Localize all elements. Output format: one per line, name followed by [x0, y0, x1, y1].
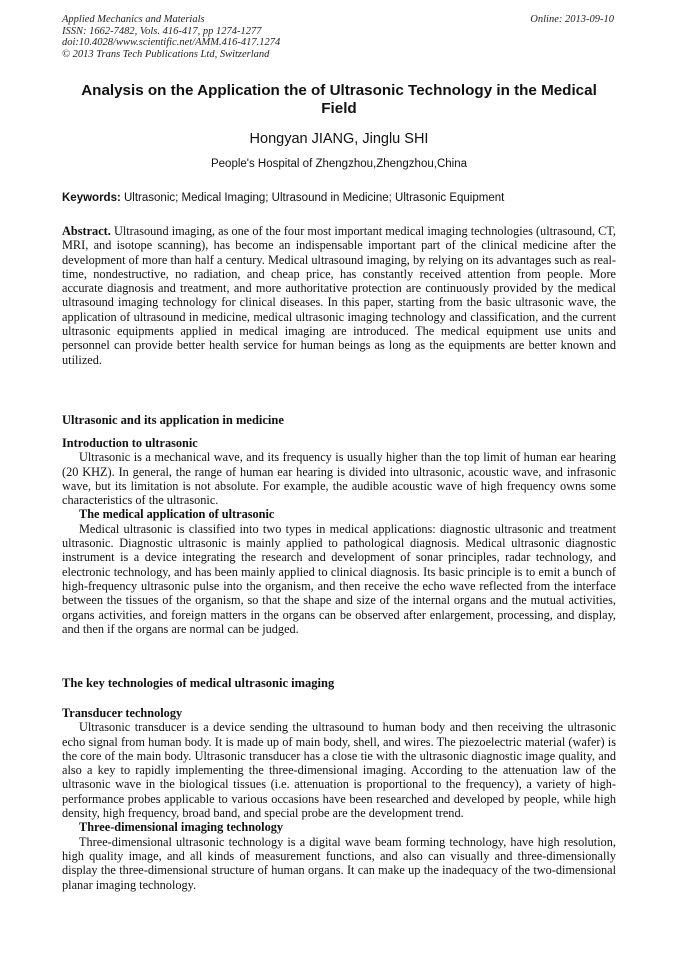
- abstract-text: Ultrasound imaging, as one of the four most important medical imaging technologies (ultrasound, CT, MRI, and isotope scanning), has become an indispensable important part of the clinical medicine after the development of more than half a century. Medical ultrasound imaging, by relying on its advantages such as real-time, nondestructive, no radiation, and cheap price, has constantly received attention from people. More accurate diagnosis and treatment, and more authoritative protection are continuously provided by the medical ultrasound imaging technology for clinical diseases. In this paper, starting from the basic ultrasonic wave, the application of ultrasound in medicine, medical ultrasonic imaging technology and classification, and the current ultrasonic equipments applied in medical imaging are introduced. The medical equipment use units and personnel can provide better health service for human beings as long as the equipments are better known and utilized.: [62, 224, 617, 367]
- keywords-text: Ultrasonic; Medical Imaging; Ultrasound in Medicine; Ultrasonic Equipment: [124, 192, 505, 204]
- paper-title: Analysis on the Application the of Ultrasonic Technology in the Medical Field: [81, 82, 597, 117]
- keywords-line: [62, 191, 616, 205]
- subsection-heading: The medical application of ultrasonic: [79, 507, 275, 522]
- section-heading: The key technologies of medical ultrasonic imaging: [62, 676, 335, 690]
- body-paragraph: Medical ultrasonic is classified into two types in medical applications: diagnostic ultrasonic and treatment ultrasonic. Diagnostic ultrasonic is mainly applied to pathological diagnosis. Medical ultrasonic diagnostic instrument is a device integrating the research and development of sonar principles, radar technology, and electronic technology, and has been mainly applied to clinical diagnosis. Its basic principle is to emit a bunch of high-frequency ultrasonic pulse into the organism, and then receive the echo wave reflected from the interface between the tissues of the organism, so that the shape and size of the internal organs and the mutual activities, organs activities, and foreign matters in the organs can be observed after enlargement, processing, and display, and then if the organs are normal can be judged.: [62, 521, 616, 636]
- section-body: [62, 436, 616, 636]
- subsection-heading: Introduction to ultrasonic: [62, 436, 198, 450]
- online-date: Online: 2013-09-10: [530, 14, 614, 25]
- journal-header: [62, 14, 280, 60]
- journal-name: Applied Mechanics and Materials: [62, 14, 205, 25]
- section-heading: Ultrasonic and its application in medicine: [62, 413, 284, 427]
- body-paragraph: Three-dimensional ultrasonic technology is a digital wave beam forming technology, have high resolution, high quality image, and all kinds of measurement functions, and also can visually and three-dimensionally display the three-dimensional structure of human organs. It can make up the inadequacy of the two-dimensional planar imaging technology.: [62, 834, 616, 892]
- paper-authors: Hongyan JIANG, Jinglu SHI: [249, 131, 429, 147]
- doi-line: doi:10.4028/www.scientific.net/AMM.416-417.1274: [62, 37, 281, 49]
- body-paragraph: Ultrasonic is a mechanical wave, and its frequency is usually higher than the top limit of human ear hearing (20 KHZ). In general, the range of human ear hearing is divided into ultrasonic, acoustic wave, and infrasonic wave, but its limitation is not absolute. For example, the audible acoustic wave of high frequency owns some characteristics of the ultrasonic.: [62, 450, 616, 508]
- copyright-line: © 2013 Trans Tech Publications Ltd, Switzerland: [62, 48, 270, 60]
- abstract: [62, 224, 616, 367]
- paper-affiliation: People's Hospital of Zhengzhou,Zhengzhou,China: [210, 158, 467, 170]
- section-body: [62, 706, 616, 892]
- issn-line: ISSN: 1662-7482, Vols. 416-417, pp 1274-1277: [62, 25, 262, 37]
- subsection-heading: Transducer technology: [62, 706, 183, 720]
- subsection-heading: Three-dimensional imaging technology: [79, 820, 284, 835]
- body-paragraph: Ultrasonic transducer is a device sending the ultrasound to human body and then receiving the ultrasonic echo signal from human body. It is made up of main body, shell, and wires. The piezoelectric material (wafer) is the core of the main body. Ultrasonic transducer has a close tie with the ultrasonic diagnostic image quality, and also a key to rapidly implementing the three-dimensional imaging. According to the attenuation law of the ultrasonic wave in the biological tissues (i.e. attenuation is proportional to the frequency), a variety of high-performance probes applicable to various occasions have been researched and developed by people, while high density, high frequency, broad band, and special probe are the development trend.: [62, 720, 616, 821]
- abstract-label: Abstract.: [62, 224, 111, 238]
- keywords-label: Keywords:: [62, 192, 121, 204]
